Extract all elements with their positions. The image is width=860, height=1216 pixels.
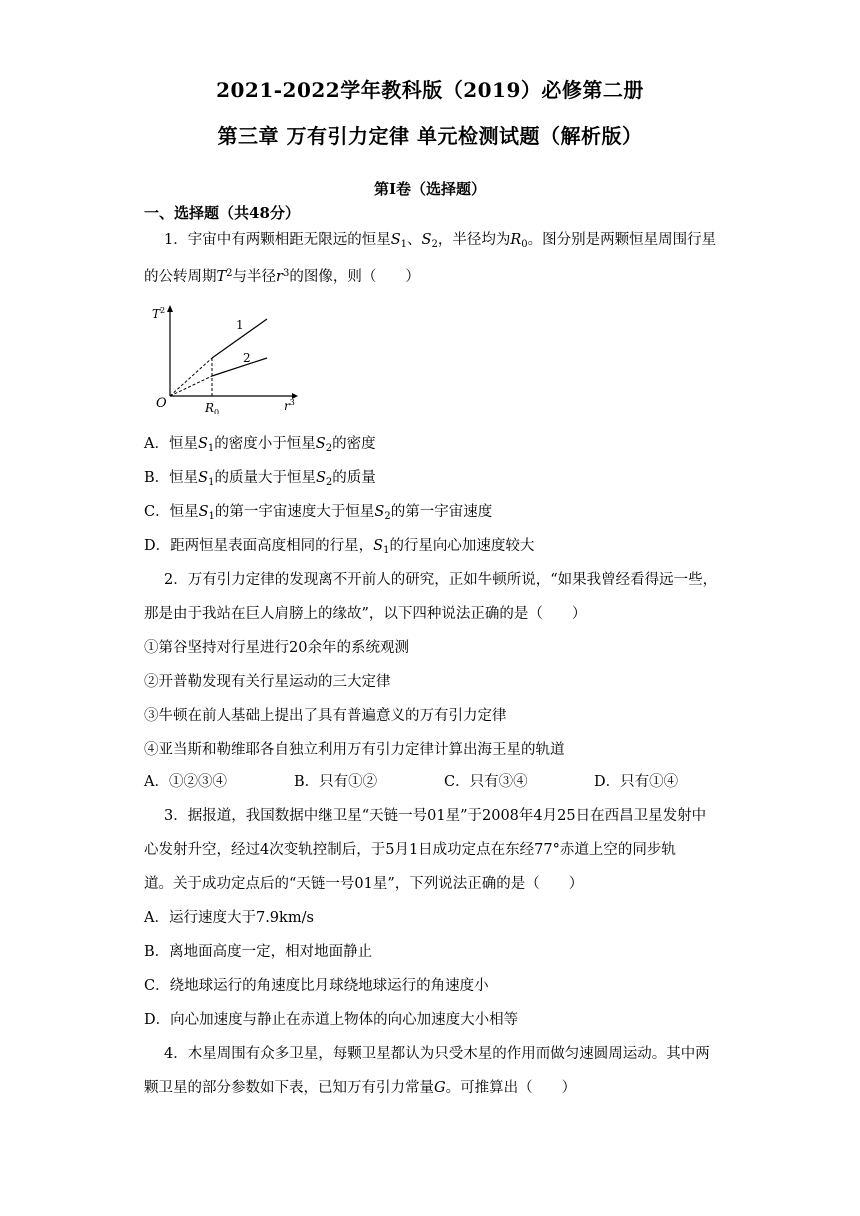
document-title-line2: 第三章 万有引力定律 单元检测试题（解析版） [217,124,643,148]
document-title-line1: 2021-2022学年教科版（2019）必修第二册 [216,78,644,102]
q2-item1: ①第谷坚持对行星进行20余年的系统观测 [144,640,409,656]
q2-item2: ②开普勒发现有关行星运动的三大定律 [144,674,391,690]
q3-line3: 道。关于成功定点后的“天链一号01星”，下列说法正确的是（ ） [144,876,584,892]
q1-line1: 1．宇宙中有两颗相距无限远的恒星$S_1$、$S_2$，半径均为$R_0$。图分别是两颗恒星周围行星 [164,232,717,250]
q3-option-a: A．运行速度大于7.9km/s [144,910,314,926]
line2-label: 2 [243,351,251,365]
q1-option-d: D．距两恒星表面高度相同的行星，$S_1$的行星向心加速度较大 [144,538,535,556]
q1-line2: 的公转周期$T^2$与半径$r^3$的图像，则（ ） [144,268,420,285]
q2-option-d: D．只有①④ [594,774,679,790]
section-heading: 一、选择题（共48分） [144,204,300,222]
q4-line1: 4．木星周围有众多卫星，每颗卫星都认为只受木星的作用而做匀速圆周运动。其中两 [164,1046,710,1062]
q3-option-b: B．离地面高度一定，相对地面静止 [144,944,373,960]
q2-option-b: B．只有①② [294,774,378,790]
line1-dashed-segment [170,358,212,396]
q2-item3: ③牛顿在前人基础上提出了具有普遍意义的万有引力定律 [144,708,507,724]
q3-option-c: C．绕地球运行的角速度比月球绕地球运行的角速度小 [144,978,489,994]
y-axis-label: $T^2$ [152,306,166,321]
q3-option-d: D．向心加速度与静止在赤道上物体的向心加速度大小相等 [144,1012,519,1028]
q2-option-a: A．①②③④ [144,774,227,790]
line2-solid-segment [212,358,267,376]
q2-item4: ④亚当斯和勒维耶各自独立利用万有引力定律计算出海王星的轨道 [144,742,565,758]
q3-line1: 3．据报道，我国数据中继卫星“天链一号01星”于2008年4月25日在西昌卫星发射中 [164,808,707,824]
q2-line2: 那是由于我站在巨人肩膀上的缘故”，以下四种说法正确的是（ ） [144,606,587,622]
origin-label: O [156,396,167,411]
q2-line1: 2．万有引力定律的发现离不开前人的研究，正如牛顿所说，“如果我曾经看得远一些， [164,572,718,588]
q1-option-c: C．恒星$S_1$的第一宇宙速度大于恒星$S_2$的第一宇宙速度 [144,504,493,522]
y-axis-arrow [167,305,173,312]
r0-label: $R_0$ [205,401,220,414]
line2-dashed-segment [170,376,212,396]
x-axis-label: $r^3$ [284,398,295,413]
q3-line2: 心发射升空，经过4次变轨控制后，于5月1日成功定点在东经77°赤道上空的同步轨 [144,842,676,858]
line1-label: 1 [236,318,244,332]
q1-option-a: A．恒星$S_1$的密度小于恒星$S_2$的密度 [144,436,376,454]
volume-heading: 第Ⅰ卷（选择题） [373,180,487,198]
q1-graph [150,302,300,414]
q2-option-c: C．只有③④ [444,774,528,790]
q4-line2: 颗卫星的部分参数如下表，已知万有引力常量G。可推算出（ ） [144,1080,577,1096]
q1-option-b: B．恒星$S_1$的质量大于恒星$S_2$的质量 [144,470,376,488]
